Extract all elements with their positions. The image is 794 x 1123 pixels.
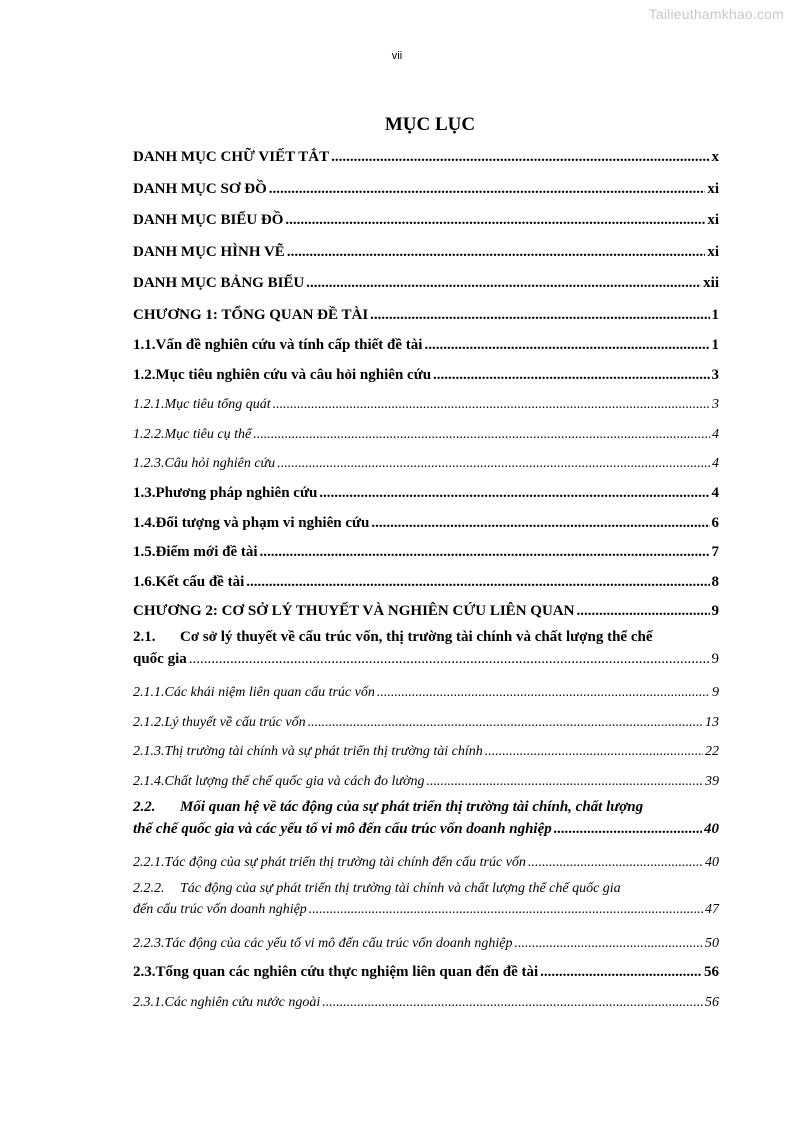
page-number: vii [391, 50, 403, 62]
toc-page: 40 [705, 854, 719, 870]
toc-page: 6 [711, 514, 719, 531]
toc-subentry[interactable]: 1.2.3. Câu hỏi nghiên cứu ..... 4 [133, 449, 719, 479]
toc-subentry[interactable]: 2.1.1. Các khái niệm liên quan cấu trúc vốn ..... 9 [133, 678, 719, 708]
toc-subentry[interactable]: 2.3.1. Các nghiên cứu nước ngoài ..... 56 [133, 988, 719, 1018]
table-of-contents [133, 142, 719, 1018]
toc-entry-continuation[interactable]: thể chế quốc gia và các yếu tố vi mô đến cấu trúc vốn doanh nghiệp ..... 40 [133, 818, 719, 848]
toc-subentry[interactable]: 2.2.2. Tác động của sự phát triển thị trường tài chính và chất lượng thể chế quốc gia [133, 880, 621, 896]
toc-subentry-continuation[interactable]: đến cấu trúc vốn doanh nghiệp ..... 47 [133, 899, 719, 929]
toc-chapter[interactable]: CHƯƠNG 2: CƠ SỞ LÝ THUYẾT VÀ NGHIÊN CỨU LIÊN QUAN ..... 9 [133, 597, 719, 627]
watermark: Tailieuthamkhao.com [648, 6, 784, 22]
toc-page: 13 [705, 714, 719, 730]
toc-entry[interactable]: DANH MỤC HÌNH VẼ ..... xi [133, 237, 719, 269]
toc-page: xi [707, 243, 719, 260]
toc-entry[interactable]: 1.5. Điểm mới đề tài ..... 7 [133, 538, 719, 568]
toc-entry[interactable]: 1.4. Đối tượng và phạm vi nghiên cứu ..... 6 [133, 509, 719, 539]
toc-page: 9 [711, 603, 719, 620]
toc-page: 3 [712, 397, 719, 413]
toc-page: 9 [712, 685, 719, 701]
toc-subentry[interactable]: 2.1.2. Lý thuyết về cấu trúc vốn ..... 13 [133, 708, 719, 738]
toc-entry[interactable]: 1.1. Vấn đề nghiên cứu và tính cấp thiết đề tài ..... 1 [133, 331, 719, 361]
toc-page: 3 [711, 366, 719, 383]
toc-subentry[interactable]: 2.2.3. Tác động của các yếu tố vi mô đến cấu trúc vốn doanh nghiệp ..... 50 [133, 929, 719, 959]
toc-page: 8 [711, 573, 719, 590]
toc-entry[interactable]: 2.3. Tổng quan các nghiên cứu thực nghiệm liên quan đến đề tài ..... 56 [133, 958, 719, 988]
toc-entry[interactable]: DANH MỤC BẢNG BIỂU ..... xii [133, 268, 719, 300]
toc-subentry[interactable]: 2.1.4. Chất lượng thể chế quốc gia và cách đo lường ..... 39 [133, 767, 719, 797]
toc-page: 1 [711, 337, 719, 353]
toc-page: 39 [705, 774, 719, 790]
toc-page: 47 [705, 901, 719, 917]
toc-entry[interactable]: 2.2. Mối quan hệ về tác động của sự phát triển thị trường tài chính, chất lượng [133, 798, 644, 815]
page-title: MỤC LỤC [384, 114, 476, 135]
toc-page: 56 [705, 994, 719, 1010]
toc-page: xii [703, 275, 719, 291]
toc-entry[interactable]: 1.2. Mục tiêu nghiên cứu và câu hỏi nghiên cứu ..... 3 [133, 361, 719, 391]
toc-subentry[interactable]: 2.1.3. Thị trường tài chính và sự phát triển thị trường tài chính ..... 22 [133, 737, 719, 767]
toc-page: 4 [712, 456, 719, 472]
toc-page: 4 [711, 484, 719, 501]
toc-entry-continuation[interactable]: quốc gia ..... 9 [133, 648, 719, 678]
toc-entry[interactable]: 1.3. Phương pháp nghiên cứu ..... 4 [133, 479, 719, 509]
toc-page: 22 [705, 744, 719, 760]
toc-page: 40 [704, 820, 719, 837]
toc-subentry[interactable]: 2.2.1. Tác động của sự phát triển thị trường tài chính đến cấu trúc vốn ..... 40 [133, 848, 719, 878]
toc-entry[interactable]: 1.6. Kết cấu đề tài ..... 8 [133, 568, 719, 598]
toc-page: xi [707, 180, 719, 197]
toc-page: 1 [711, 306, 719, 323]
toc-page: 56 [704, 964, 719, 981]
toc-entry[interactable]: DANH MỤC CHỮ VIẾT TẮT ..... x [133, 142, 719, 174]
toc-subentry[interactable]: 1.2.2. Mục tiêu cụ thể ..... 4 [133, 420, 719, 450]
toc-subentry[interactable]: 1.2.1. Mục tiêu tổng quát ..... 3 [133, 390, 719, 420]
toc-page: xi [707, 212, 719, 228]
toc-page: 4 [712, 426, 719, 442]
toc-entry[interactable]: 2.1. Cơ sở lý thuyết về cấu trúc vốn, thị trường tài chính và chất lượng thể chế [133, 628, 653, 645]
toc-page: 9 [711, 650, 719, 667]
toc-chapter[interactable]: CHƯƠNG 1: TỔNG QUAN ĐỀ TÀI ..... 1 [133, 300, 719, 332]
toc-page: 7 [711, 544, 719, 561]
toc-entry[interactable]: DANH MỤC SƠ ĐỒ ..... xi [133, 174, 719, 206]
toc-page: x [711, 149, 719, 165]
toc-page: 50 [705, 935, 719, 951]
toc-entry[interactable]: DANH MỤC BIỂU ĐỒ ..... xi [133, 205, 719, 237]
